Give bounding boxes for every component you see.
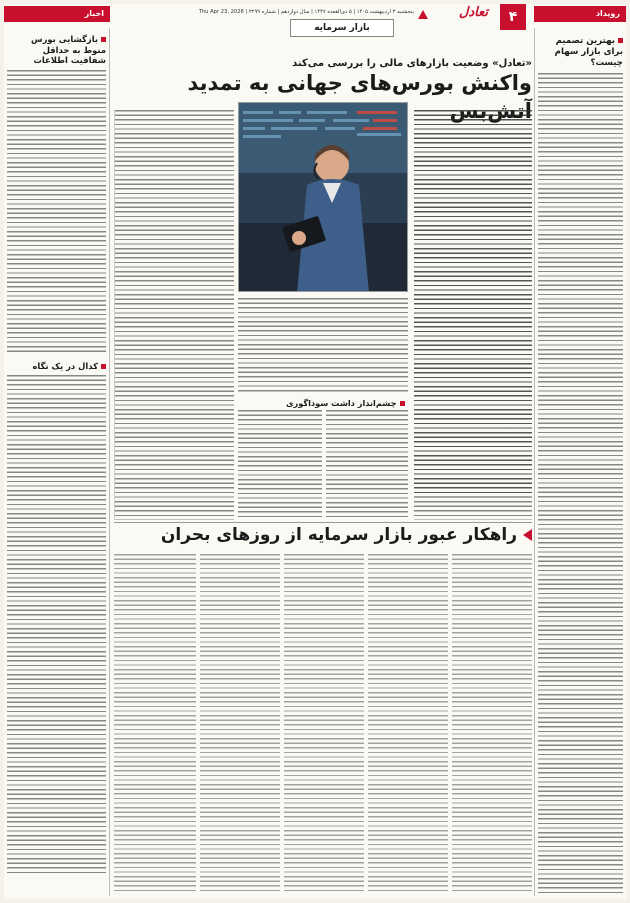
article-column-5 <box>414 110 532 520</box>
page-number: ۴ <box>500 4 526 30</box>
trader-illustration <box>238 103 407 292</box>
lower-column-4 <box>200 554 280 894</box>
article-subhead: چشم‌انداز داشت سوداگوری <box>286 398 405 408</box>
lower-column-3 <box>284 554 364 894</box>
left-column-text-1 <box>7 70 106 355</box>
logo-mark-icon <box>418 10 428 19</box>
left-section-tag: اخبار <box>4 6 110 22</box>
left-column-text-2 <box>7 375 106 875</box>
lower-column-5 <box>114 554 196 894</box>
trader-photo <box>238 102 408 292</box>
issue-info: پنجشنبه ۳ اردیبهشت ۱۴۰۵ | ۵ ذی‌القعده ۱۴۴۷ | سال دوازدهم | شماره ۳۲۹۹ | Thu Apr 23, 2026 <box>199 9 414 15</box>
news-section-tag: رویداد <box>534 6 626 22</box>
article-kicker: «تعادل» وضعیت بازارهای مالی را بررسی می‌کند <box>292 58 532 69</box>
article-column-2b <box>238 410 322 520</box>
article-column-4 <box>114 110 234 520</box>
right-column-text <box>538 73 623 895</box>
left-column-headline-1: بازگشایی بورس منوط به حداقل شفافیت اطلاعات <box>7 34 106 66</box>
right-column <box>534 28 626 896</box>
right-column-headline: بهترین تصمیم برای بازار سهام چیست؟ <box>538 36 623 69</box>
newspaper-logo: تعادل <box>458 5 488 20</box>
newspaper-page <box>4 4 626 899</box>
article-divider <box>114 522 532 523</box>
second-article-headline <box>161 524 532 546</box>
second-headline-text: راهکار عبور بازار سرمایه از روزهای بحران <box>160 525 517 545</box>
article-column-2a <box>238 298 408 394</box>
article-column-2c <box>326 410 408 520</box>
left-column <box>4 28 110 896</box>
section-label: بازار سرمایه <box>290 19 394 37</box>
headline-marker-icon <box>523 529 532 541</box>
main-article-area <box>114 42 532 545</box>
lower-column-1 <box>452 554 532 894</box>
article-headline: واکنش بورس‌های جهانی به تمدید آتش‌بس <box>187 71 532 123</box>
left-column-headline-2: کدال در یک نگاه <box>7 361 106 372</box>
lower-column-2 <box>368 554 448 894</box>
